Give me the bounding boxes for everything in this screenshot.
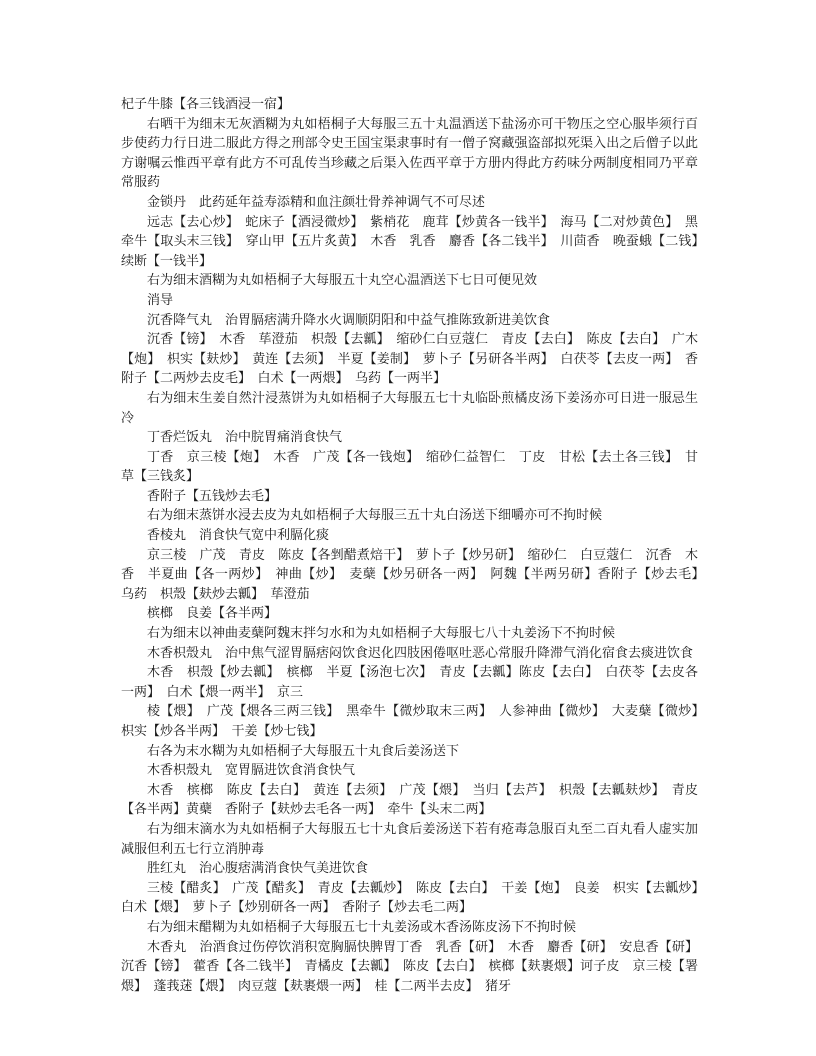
text-paragraph: 丁香 京三棱【炮】 木香 广茂【各一钱炮】 缩砂仁益智仁 丁皮 甘松【去土各三钱】 甘草【三钱炙】 [121, 449, 698, 485]
text-paragraph: 右为细末以神曲麦蘖阿魏末拌匀水和为丸如梧桐子大每服七八十丸姜汤下不拘时候 [147, 626, 616, 642]
text-paragraph: 木香 槟榔 陈皮【去白】 黄连【去须】 广茂【煨】 当归【去芦】 枳殼【去瓤麸炒】 青皮【各半两】黄蘗 香附子【麸炒去毛各一两】 牵牛【头末二两】 [121, 782, 698, 818]
text-paragraph: 木香枳殼丸 治中焦气涩胃膈痞闷饮食迟化四肢困倦呕吐恶心常服升降滞气消化宿食去痰进饮食 [147, 645, 694, 661]
text-paragraph: 右为细末酒糊为丸如梧桐子大每服五十丸空心温酒送下七日可便见效 [147, 273, 538, 289]
text-paragraph: 右各为末水糊为丸如梧桐子大每服五十丸食后姜汤送下 [147, 743, 460, 759]
text-paragraph: 木香枳殼丸 宽胃膈进饮食消食快气 [147, 763, 356, 779]
text-paragraph: 三棱【醋炙】 广茂【醋炙】 青皮【去瓤炒】 陈皮【去白】 干姜【炮】 良姜 枳实【去瓤炒】 白术【煨】 萝卜子【炒别研各一两】 香附子【炒去毛二两】 [121, 880, 712, 916]
text-paragraph: 木香 枳殼【炒去瓤】 槟榔 半夏【汤泡七次】 青皮【去瓤】陈皮【去白】 白茯苓【去皮各一两】 白术【煨一两半】 京三 [121, 665, 698, 700]
text-paragraph: 槟榔 良姜【各半两】 [147, 606, 278, 622]
text-paragraph: 京三棱 广茂 青皮 陈皮【各剉醋煮焙干】 萝卜子【炒另研】 缩砂仁 白豆蔻仁 沉香 木香 半夏曲【各一两炒】 神曲【炒】 麦蘖【炒另研各一两】 阿魏【半两另研】香附子【炒去毛】 乌药 枳殼【麸炒去瓤】 荜澄茄 [121, 547, 712, 602]
text-paragraph: 远志【去心炒】 蛇床子【酒浸微炒】 紫梢花 鹿茸【炒黄各一钱半】 海马【二对炒黄色】 黑牵牛【取头末三钱】 穿山甲【五片炙黄】 木香 乳香 麝香【各二钱半】 川茴香 晚蚕蛾【二钱】 续断【一钱半】 [121, 214, 712, 269]
text-paragraph: 香棱丸 消食快气宽中利膈化痰 [147, 528, 330, 544]
text-paragraph: 右晒干为细末无灰酒糊为丸如梧桐子大每服三五十丸温酒送下盐汤亦可干物压之空心服毕须行百步使药力行日进二服此方得之刑部令史王国宝渠隶事时有一僧子窝藏强盗部拟死渠入出之后僧子以此方谢嘱云惟西平章有此方不可乱传当珍藏之后渠入佐西平章于方册内得此方药味分两制度相同乃平章常服药 [121, 116, 698, 191]
text-paragraph: 棱【煨】 广茂【煨各三两三钱】 黑牵牛【微炒取末三两】 人参神曲【微炒】 大麦蘖【微炒】 枳实【炒各半两】 干姜【炒七钱】 [121, 704, 712, 739]
text-paragraph: 右为细末滴水为丸如梧桐子大每服五七十丸食后姜汤送下若有疮毒急服百丸至二百丸看人虚实加减服但利五七行立消肿毒 [121, 821, 698, 857]
text-paragraph: 金锁丹 此药延年益寿添精和血注颜壮骨养神调气不可尽述 [147, 194, 486, 210]
text-paragraph: 丁香烂饭丸 治中脘胃痛消食快气 [147, 430, 343, 446]
text-paragraph: 胜红丸 治心腹痞满消食快气美进饮食 [147, 861, 369, 877]
text-paragraph: 木香丸 治酒食过伤停饮消积宽胸膈快脾胃丁香 乳香【研】 木香 麝香【研】 安息香【研】沉香【镑】 藿香【各二钱半】 青橘皮【去瓤】 陈皮【去白】 槟榔【麸裹煨】诃子皮 京三棱【署煨】 蓬莪蒁【煨】 肉豆蔻【麸裹煨一两】 桂【二两半去皮】 猪牙 [121, 939, 698, 994]
text-paragraph: 右为细末蒸饼水浸去皮为丸如梧桐子大每服三五十丸白汤送下细嚼亦可不拘时候 [147, 508, 603, 524]
text-paragraph: 右为细末生姜自然汁浸蒸饼为丸如梧桐子大每服五七十丸临卧煎橘皮汤下姜汤亦可日进一服忌生冷 [121, 390, 698, 426]
text-paragraph: 杞子牛膝【各三钱酒浸一宿】 [121, 97, 291, 112]
text-paragraph: 沉香【镑】 木香 荜澄茄 枳殼【去瓤】 缩砂仁白豆蔻仁 青皮【去白】 陈皮【去白】 广木【炮】 枳实【麸炒】 黄连【去须】 半夏【姜制】 萝卜子【另研各半两】 白茯苓【去皮一两】 香附子【二两炒去皮毛】 白术【一两煨】 乌药【一两半】 [121, 332, 698, 387]
text-paragraph: 沉香降气丸 治胃膈痞满升降水火调顺阴阳和中益气推陈致新进美饮食 [147, 312, 551, 328]
text-paragraph: 右为细末醋糊为丸如梧桐子大每服五七十丸姜汤或木香汤陈皮汤下不拘时候 [147, 919, 577, 935]
text-paragraph: 香附子【五钱炒去毛】 [147, 488, 278, 504]
section-heading: 消导 [147, 292, 174, 308]
